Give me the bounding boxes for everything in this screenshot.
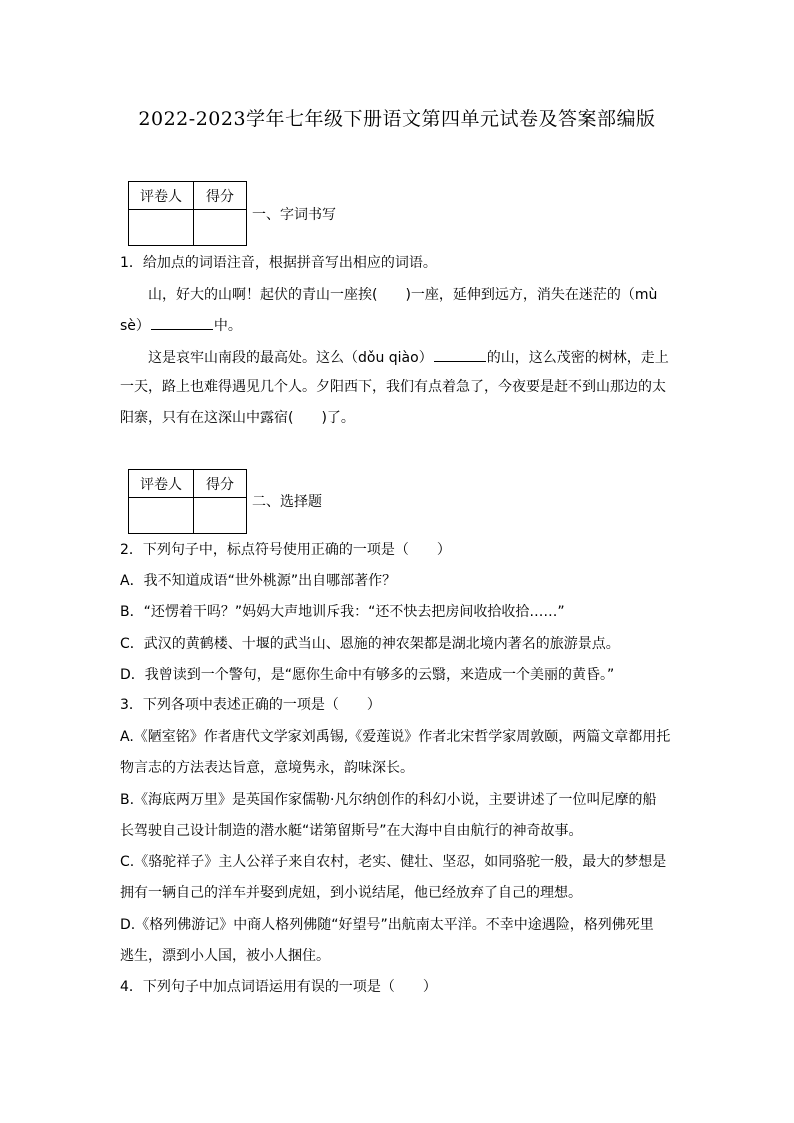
q3-option-a-cont: 物言志的方法表达旨意，意境隽永，韵味深长。 — [120, 760, 414, 776]
answer-blank[interactable] — [434, 347, 486, 362]
q1-text: 中。 — [213, 318, 242, 334]
q1-passage-line: 山，好大的山啊！起伏的青山一座挨( )一座，延伸到远方，消失在迷茫的（mù — [148, 287, 658, 303]
q1-text: 的山，这么茂密的树林，走上 — [486, 350, 669, 366]
q3-option-b: B.《海底两万里》是英国作家儒勒·凡尔纳创作的科幻小说，主要讲述了一位叫尼摩的船 — [120, 792, 657, 808]
q2-option-c: C．武汉的黄鹤楼、十堰的武当山、恩施的神农架都是湖北境内著名的旅游景点。 — [120, 636, 620, 652]
score-cell[interactable] — [194, 498, 247, 534]
q3-option-c-cont: 拥有一辆自己的洋车并娶到虎妞，到小说结尾，他已经放弃了自己的理想。 — [120, 885, 582, 901]
q3-option-b-cont: 长驾驶自己设计制造的潜水艇“诺第留斯号”在大海中自由航行的神奇故事。 — [120, 823, 583, 839]
score-cell[interactable] — [194, 210, 247, 246]
q3-option-d: D.《格列佛游记》中商人格列佛随“好望号”出航南太平洋。不幸中途遇险，格列佛死里 — [120, 917, 654, 933]
q3-option-c: C.《骆驼祥子》主人公祥子来自农村，老实、健壮、坚忍，如同骆驼一般，最大的梦想是 — [120, 854, 667, 870]
q1-text: sè） — [120, 318, 150, 334]
q2-option-d: D．我曾读到一个警句，是“愿你生命中有够多的云翳，来造成一个美丽的黄昏。” — [120, 667, 615, 683]
q1-passage-line: 一天，路上也难得遇见几个人。夕阳西下，我们有点着急了，今夜要是赶不到山那边的太 — [120, 379, 666, 395]
score-header: 得分 — [194, 182, 247, 210]
question-2-stem: 2．下列句子中，标点符号使用正确的一项是（ ） — [120, 542, 451, 558]
score-header: 得分 — [194, 470, 247, 498]
q2-option-b: B．“还愣着干吗？”妈妈大声地训斥我：“还不快去把房间收拾收拾……” — [120, 604, 565, 620]
grader-cell[interactable] — [129, 210, 194, 246]
answer-blank[interactable] — [151, 315, 213, 330]
score-table-2 — [128, 469, 247, 534]
q1-passage-line — [148, 347, 669, 368]
q1-passage-line — [120, 315, 242, 336]
q2-option-a: A．我不知道成语“世外桃源”出自哪部著作？ — [120, 573, 397, 589]
q1-text: 这是哀牢山南段的最高处。这么（dǒu qiào） — [148, 350, 433, 366]
score-table-1 — [128, 181, 247, 246]
grader-header: 评卷人 — [129, 182, 194, 210]
grader-cell[interactable] — [129, 498, 194, 534]
question-4-stem: 4．下列句子中加点词语运用有误的一项是（ ） — [120, 979, 437, 995]
q3-option-a: A.《陋室铭》作者唐代文学家刘禹锡,《爱莲说》作者北宋哲学家周敦颐，两篇文章都用托 — [120, 729, 671, 745]
page-title: 2022-2023学年七年级下册语文第四单元试卷及答案部编版 — [138, 108, 656, 130]
question-3-stem: 3．下列各项中表述正确的一项是（ ） — [120, 697, 381, 713]
grader-header: 评卷人 — [129, 470, 194, 498]
question-1-stem: 1．给加点的词语注音，根据拼音写出相应的词语。 — [120, 255, 437, 271]
q3-option-d-cont: 逃生，漂到小人国，被小人捆住。 — [120, 948, 330, 964]
section-heading-2: 二、选择题 — [252, 494, 322, 510]
section-heading-1: 一、字词书写 — [252, 207, 336, 223]
q1-passage-line: 阳寨，只有在这深山中露宿( )了。 — [120, 410, 355, 426]
